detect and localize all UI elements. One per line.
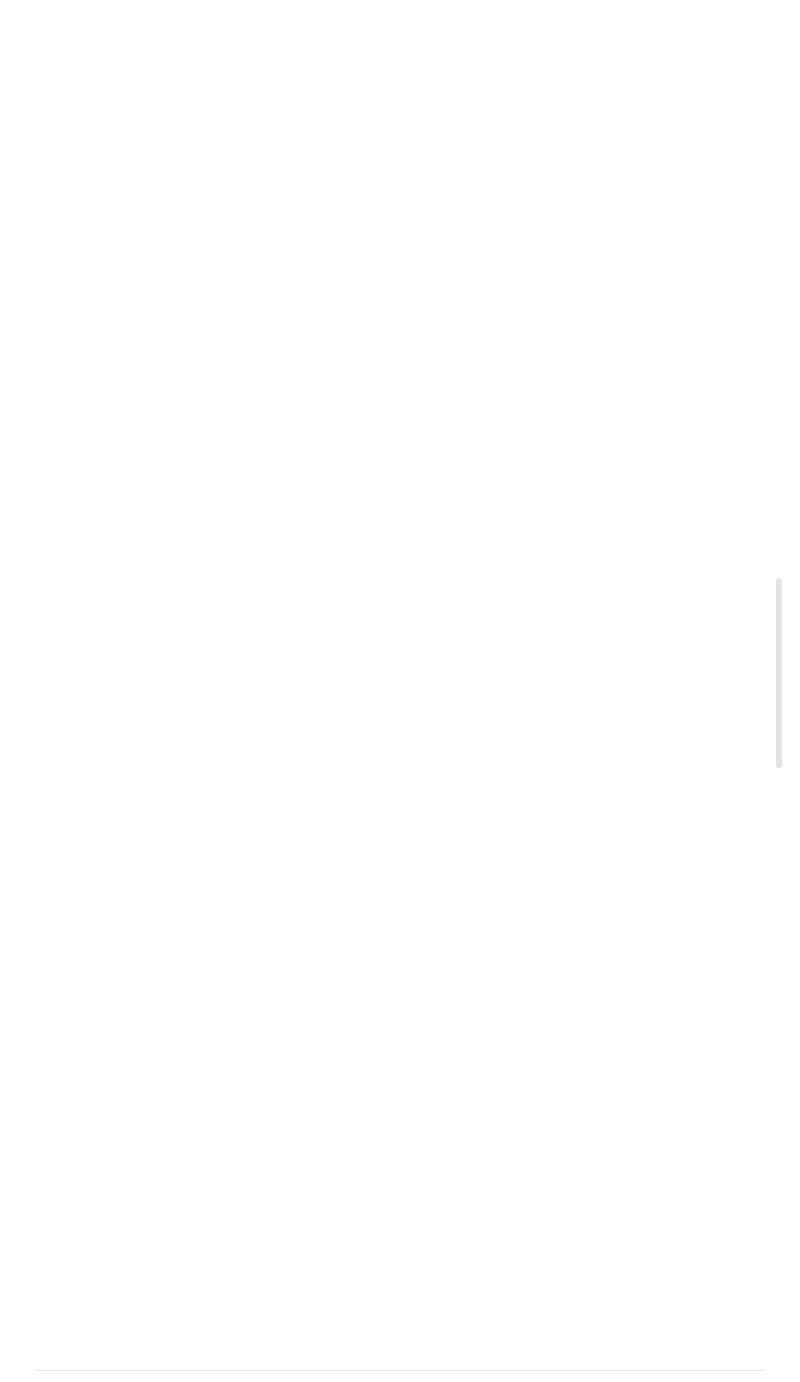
scrollbar[interactable]: [776, 578, 782, 768]
bottom-divider: [36, 1370, 764, 1371]
